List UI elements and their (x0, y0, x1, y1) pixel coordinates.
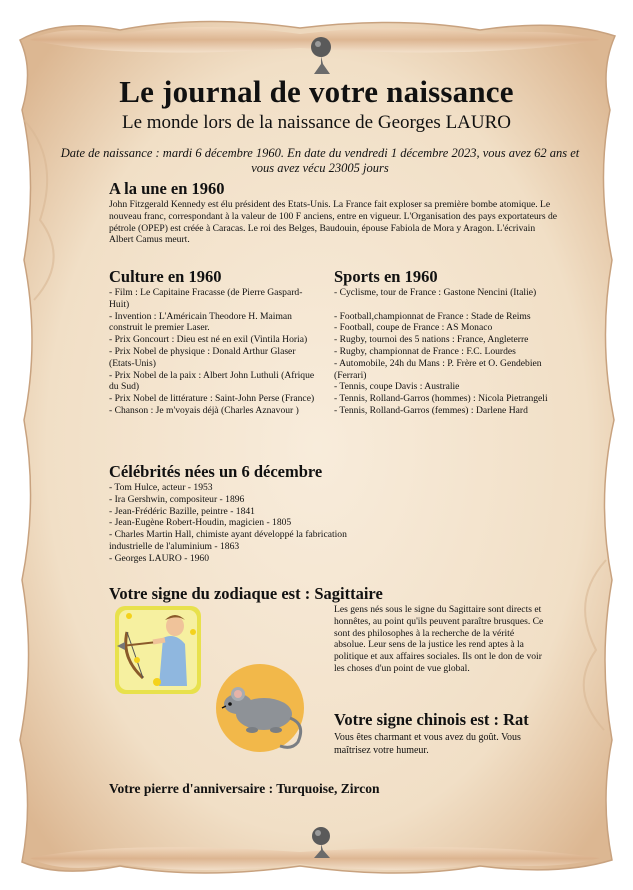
birth-date-line: Date de naissance : mardi 6 décembre 1960. En date du vendredi 1 décembre 2023, vous avez 62 ans et vous avez vécu 23005 jours (60, 146, 580, 175)
pushpin-bottom-icon (306, 824, 336, 860)
page-subtitle: Le monde lors de la naissance de Georges LAURO (121, 112, 512, 133)
celebrity-item: - Ira Gershwin, compositeur - 1896 (109, 493, 245, 505)
culture-item: - Film : Le Capitaine Fracasse (de Pierre Gaspard-Huit) (109, 287, 303, 310)
culture-item: - Prix Goncourt : Dieu est né en exil (Vintila Horia) (109, 334, 308, 346)
sports-item: - Tennis, coupe Davis : Australie (334, 381, 460, 393)
celebrities-section (109, 462, 369, 565)
headline-heading: A la une en 1960 (109, 179, 225, 198)
celebrity-item: - Georges LAURO - 1960 (109, 552, 210, 564)
celebrity-item: - Jean-Frédéric Bazille, peintre - 1841 (109, 505, 255, 517)
culture-item: - Prix Nobel de physique : Donald Arthur Glaser (Etats-Unis) (109, 345, 296, 369)
celebrity-item: - Charles Martin Hall, chimiste ayant développé la fabrication industrielle de l'aluminium - 1863 (109, 529, 347, 552)
chinese-sign-heading: Votre signe chinois est : Rat (334, 710, 529, 729)
sports-heading: Sports en 1960 (334, 267, 438, 286)
sports-item: - Football,championnat de France : Stade de Reims (334, 310, 531, 322)
rat-icon (214, 658, 306, 758)
sports-item: - Tennis, Rolland-Garros (hommes) : Nicola Pietrangeli (334, 393, 548, 405)
sports-item: - Tennis, Rolland-Garros (femmes) : Darlene Hard (334, 404, 528, 416)
celebrities-heading: Célébrités nées un 6 décembre (109, 462, 323, 481)
pushpin-top-icon (306, 34, 336, 76)
headline-text: John Fitzgerald Kennedy est élu président des Etats-Unis. La France fait exploser sa première bombe atomique. Le nouveau franc, correspondant à la valeur de 100 F anciens, entre en vigueur. L'Organisation des pays exportateurs de pétrole (OPEP) est créée à Caracas. Le roi des Belges, Baudouin, épouse Fabiola de Mora y Aragon. L'écrivain Albert Camus meurt. (109, 199, 558, 246)
sports-section (334, 267, 552, 417)
sports-item: - Cyclisme, tour de France : Gastone Nencini (Italie) (334, 287, 537, 298)
culture-section (109, 267, 321, 417)
culture-item: - Prix Nobel de littérature : Saint-John Perse (France) (109, 393, 315, 405)
page-title: Le journal de votre naissance (119, 74, 514, 109)
celebrity-item: - Jean-Eugène Robert-Houdin, magicien - 1805 (109, 517, 292, 529)
zodiac-text: Les gens nés sous le signe du Sagittaire sont directs et honnêtes, au point qu'ils peuvent paraître brusques. Ce sont des philosophes à la recherche de la vérité absolue. Leur sens de la justice les rend aptes à la politique et aux affaires sociales. Ils ont le don de voir les choses d'un point de vue global. (334, 604, 544, 674)
sagittarius-archer-icon (113, 604, 203, 696)
sports-item: - Automobile, 24h du Mans : P. Frère et O. Gendebien (Ferrari) (334, 357, 542, 381)
headline-section (109, 179, 559, 246)
culture-item: - Chanson : Je m'voyais déjà (Charles Aznavour ) (109, 404, 299, 416)
sports-item: - Football, coupe de France : AS Monaco (334, 322, 493, 334)
celebrity-item: - Tom Hulce, acteur - 1953 (109, 482, 213, 493)
culture-item: - Prix Nobel de la paix : Albert John Luthuli (Afrique du Sud) (109, 369, 315, 393)
culture-heading: Culture en 1960 (109, 267, 222, 286)
culture-item: - Invention : L'Américain Theodore H. Maiman construit le premier Laser. (109, 310, 292, 334)
birthstone-heading: Votre pierre d'anniversaire : Turquoise, Zircon (109, 781, 380, 796)
zodiac-heading: Votre signe du zodiaque est : Sagittaire (109, 584, 383, 603)
sports-spacer (334, 299, 552, 311)
sports-item: - Rugby, championnat de France : F.C. Lourdes (334, 345, 516, 357)
sports-item: - Rugby, tournoi des 5 nations : France, Angleterre (334, 334, 529, 346)
chinese-sign-text: Vous êtes charmant et vous avez du goût. Vous maîtrisez votre humeur. (334, 732, 521, 756)
